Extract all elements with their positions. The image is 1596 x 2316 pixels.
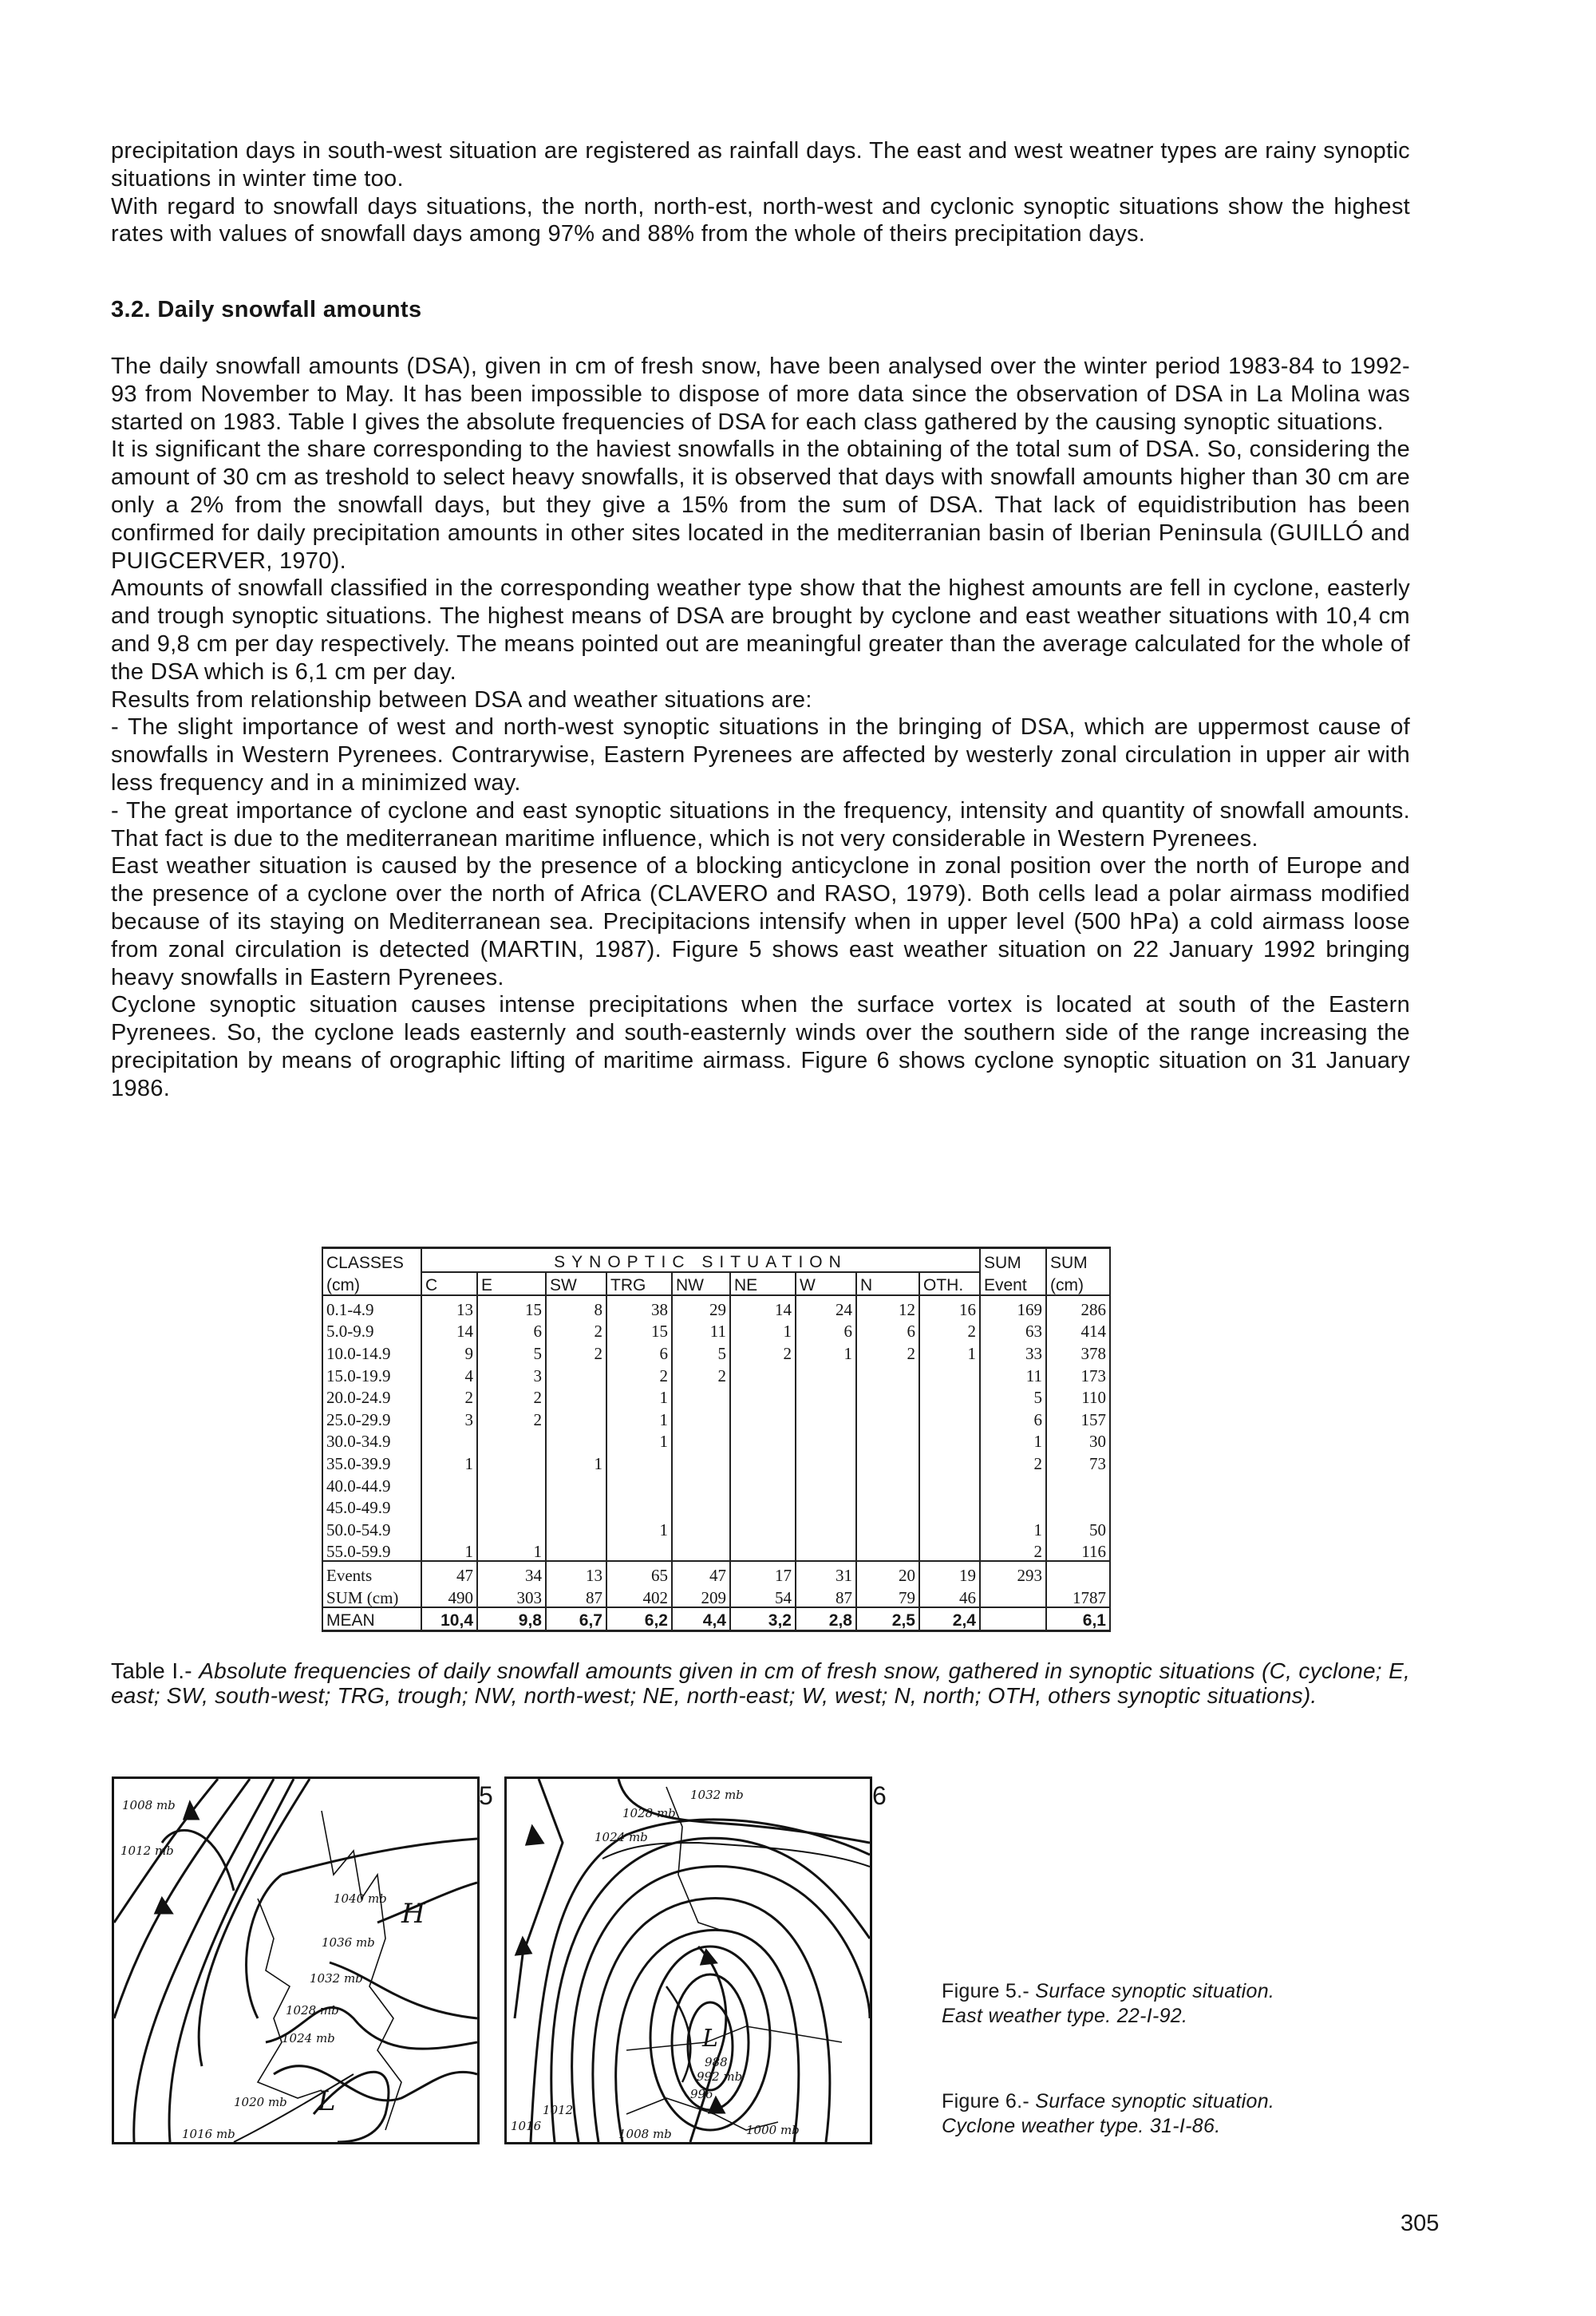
table-cell: 14: [421, 1318, 477, 1341]
table-cell: 1: [606, 1385, 672, 1407]
map5-low-label: L: [318, 2085, 336, 2117]
table-cell: [796, 1516, 856, 1539]
paragraph: The daily snowfall amounts (DSA), given in cm of fresh snow, have been analysed over the winter period 1983-84 to 1992-93 from November to May. It has been impossible to dispose of more data since the observation of DSA in La Molina was started on 1983. Table I gives the absolute frequencies of DSA for each class gathered by the causing synoptic situations.: [111, 354, 1410, 435]
table-row: [322, 1385, 1110, 1407]
figure-6-caption-lead: Figure 6.-: [942, 2090, 1036, 2112]
table-cell: [796, 1362, 856, 1385]
column-header: N: [856, 1272, 919, 1296]
table-cell: 110: [1046, 1385, 1110, 1407]
table-cell: 79: [856, 1584, 919, 1607]
table-cell: 157: [1046, 1406, 1110, 1429]
figure-5-number: 5: [479, 1781, 493, 1810]
table-cell: [546, 1539, 606, 1562]
column-header: TRG: [606, 1272, 672, 1296]
table-cell: 2: [546, 1318, 606, 1341]
table-cell: 6: [477, 1318, 546, 1341]
table-cell: 2,5: [856, 1607, 919, 1631]
table-cell: [606, 1472, 672, 1495]
table-cell: 29: [672, 1295, 730, 1318]
table-cell: [477, 1472, 546, 1495]
table-cell: [546, 1429, 606, 1451]
column-header: NE: [730, 1272, 796, 1296]
snowfall-frequency-table: [322, 1247, 1111, 1632]
table-caption-text: Absolute frequencies of daily snowfall amounts given in cm of fresh snow, gathered in synoptic situations (C, cyclone; E, east; SW, south-west; TRG, trough; NW, north-west; NE, north-east; W, west; N, north; OTH, others synoptic situations).: [111, 1658, 1410, 1708]
table-cell: [546, 1516, 606, 1539]
table-cell: [672, 1472, 730, 1495]
table-cell: [856, 1450, 919, 1472]
table-cell: 3,2: [730, 1607, 796, 1631]
table-cell: 11: [672, 1318, 730, 1341]
figure-6-caption-line2: Cyclone weather type. 31-I-86.: [942, 2115, 1221, 2137]
table-cell: [730, 1516, 796, 1539]
row-label: 5.0-9.9: [322, 1318, 421, 1341]
table-cell: 6: [796, 1318, 856, 1341]
table-cell: [546, 1495, 606, 1517]
table-cell: 15: [606, 1318, 672, 1341]
table-cell: [1046, 1561, 1110, 1584]
table-row: [322, 1495, 1110, 1517]
header-classes: CLASSES: [322, 1248, 421, 1272]
table-row: [322, 1539, 1110, 1562]
table-cell: [730, 1385, 796, 1407]
table-cell: 63: [980, 1318, 1046, 1341]
table-cell: [796, 1472, 856, 1495]
table-cell: 4: [421, 1362, 477, 1385]
table-cell: 46: [919, 1584, 980, 1607]
table-cell: 10,4: [421, 1607, 477, 1631]
figure-5-caption-lead: Figure 5.-: [942, 1980, 1036, 2002]
table-cell: [796, 1406, 856, 1429]
row-label: 25.0-29.9: [322, 1406, 421, 1429]
header-sum-cm-sub: (cm): [1046, 1272, 1110, 1296]
table-cell: [980, 1495, 1046, 1517]
section-heading: 3.2. Daily snowfall amounts: [111, 297, 422, 322]
header-classes-unit: (cm): [322, 1272, 421, 1296]
table-cell: [796, 1429, 856, 1451]
row-label: 0.1-4.9: [322, 1295, 421, 1318]
column-header: OTH.: [919, 1272, 980, 1296]
row-label: SUM (cm): [322, 1584, 421, 1607]
table-cell: 8: [546, 1295, 606, 1318]
table-cell: [856, 1385, 919, 1407]
column-header: NW: [672, 1272, 730, 1296]
map5-isobar-label: 1036 mb: [322, 1935, 375, 1950]
table-header-row-2: [322, 1272, 1110, 1296]
table-cell: [730, 1539, 796, 1562]
table-cell: [919, 1539, 980, 1562]
table-cell: 65: [606, 1561, 672, 1584]
column-header: W: [796, 1272, 856, 1296]
figure-5-caption-line1: Surface synoptic situation.: [1035, 1980, 1275, 2002]
table-cell: [546, 1406, 606, 1429]
table-cell: 1: [730, 1318, 796, 1341]
table-cell: 50: [1046, 1516, 1110, 1539]
map5-isobar-label: 1016 mb: [182, 2127, 235, 2141]
table-cell: 414: [1046, 1318, 1110, 1341]
table-cell: 2: [477, 1385, 546, 1407]
map6-isobar-label: 1016: [511, 2119, 542, 2133]
figure-6-synoptic-map: [504, 1777, 872, 2144]
paragraph: It is significant the share corresponding to the haviest snowfalls in the obtaining of the total sum of DSA. So, considering the amount of 30 cm as treshold to select heavy snowfalls, it is observed that days with snowfall amounts higher than 30 cm are only a 2% from the snowfall days, but they give a 15% from the sum of DSA. That lack of equidistribution has been confirmed for daily precipitation amounts in other sites located in the mediterranian basin of Iberian Peninsula (GUILLÓ and PUIGCERVER, 1970).: [111, 437, 1410, 574]
paragraph: Cyclone synoptic situation causes intense precipitations when the surface vortex is located at south of the Eastern Pyrenees. So, the cyclone leads easternly and south-easternly winds over the southern side of the range increasing the precipitation by means of orographic lifting of maritime airmass. Figure 6 shows cyclone synoptic situation on 31 January 1986.: [111, 992, 1410, 1101]
table-cell: [477, 1450, 546, 1472]
table-cell: 9,8: [477, 1607, 546, 1631]
table-cell: 402: [606, 1584, 672, 1607]
table-cell: 1: [980, 1429, 1046, 1451]
table-cell: [856, 1362, 919, 1385]
table-cell: 1: [796, 1340, 856, 1362]
paragraph: Amounts of snowfall classified in the corresponding weather type show that the highest amounts are fell in cyclone, easterly and trough synoptic situations. The highest means of DSA are brought by cyclone and east weather situations with 10,4 cm and 9,8 cm per day respectively. The means pointed out are meaningful greater than the average calculated for the whole of the DSA which is 6,1 cm per day.: [111, 575, 1410, 685]
table-cell: [919, 1495, 980, 1517]
map6-isobar-label: 1000 mb: [746, 2123, 800, 2137]
table-cell: 16: [919, 1295, 980, 1318]
table-cell: 87: [796, 1584, 856, 1607]
table-cell: [606, 1495, 672, 1517]
map5-isobar-label: 1008 mb: [122, 1798, 176, 1812]
table-cell: [477, 1495, 546, 1517]
table-cell: 3: [477, 1362, 546, 1385]
table-cell: 293: [980, 1561, 1046, 1584]
table-cell: [856, 1429, 919, 1451]
table-cell: [672, 1406, 730, 1429]
table-cell: 2: [980, 1539, 1046, 1562]
table-cell: [919, 1516, 980, 1539]
column-header: E: [477, 1272, 546, 1296]
events-row: [322, 1561, 1110, 1584]
map6-isobar-label: 1024 mb: [595, 1830, 648, 1844]
figure-6-number: 6: [872, 1781, 887, 1810]
map6-isobar-label: 1008 mb: [618, 2127, 672, 2141]
map5-isobar-label: 1024 mb: [282, 2031, 335, 2045]
table-cell: 1: [980, 1516, 1046, 1539]
table-cell: 33: [980, 1340, 1046, 1362]
paragraph: - The great importance of cyclone and east synoptic situations in the frequency, intensity and quantity of snowfall amounts. That fact is due to the mediterranean maritime influence, which is not very considerable in Western Pyrenees.: [111, 797, 1410, 852]
table-cell: 31: [796, 1561, 856, 1584]
table-cell: [730, 1429, 796, 1451]
table-cell: 1: [421, 1539, 477, 1562]
table-cell: 5: [477, 1340, 546, 1362]
header-sum-cm: SUM: [1046, 1248, 1110, 1272]
table-cell: 1: [606, 1406, 672, 1429]
map5-isobar-label: 1028 mb: [286, 2003, 339, 2018]
table-cell: 9: [421, 1340, 477, 1362]
sum-row: [322, 1584, 1110, 1607]
column-header: SW: [546, 1272, 606, 1296]
table-cell: [672, 1385, 730, 1407]
map5-high-label: H: [401, 1898, 425, 1930]
table-cell: 5: [980, 1385, 1046, 1407]
map6-isobar-label: 996: [690, 2087, 713, 2101]
table-cell: 6: [856, 1318, 919, 1341]
figure-5-caption: [942, 1979, 1274, 2029]
table-cell: [730, 1362, 796, 1385]
table-cell: 13: [421, 1295, 477, 1318]
table-cell: [606, 1450, 672, 1472]
table-cell: 30: [1046, 1429, 1110, 1451]
table-cell: 2: [919, 1318, 980, 1341]
figure-5-synoptic-map: [112, 1777, 480, 2144]
table-cell: [730, 1450, 796, 1472]
row-label: 50.0-54.9: [322, 1516, 421, 1539]
table-cell: [672, 1516, 730, 1539]
table-cell: [477, 1516, 546, 1539]
table-row: [322, 1406, 1110, 1429]
table-cell: 2: [730, 1340, 796, 1362]
table-cell: [919, 1472, 980, 1495]
figure-5-caption-line2: East weather type. 22-I-92.: [942, 2005, 1188, 2027]
table-cell: 2: [856, 1340, 919, 1362]
map5-isobar-label: 1012 mb: [120, 1844, 174, 1858]
table-cell: 15: [477, 1295, 546, 1318]
table-cell: [796, 1495, 856, 1517]
table-cell: 38: [606, 1295, 672, 1318]
table-caption: [111, 1658, 1410, 1708]
table-cell: [421, 1429, 477, 1451]
table-cell: [672, 1429, 730, 1451]
table-cell: [919, 1406, 980, 1429]
table-cell: 2: [980, 1450, 1046, 1472]
header-sum-event: SUM: [980, 1248, 1046, 1272]
column-header: C: [421, 1272, 477, 1296]
table-cell: 378: [1046, 1340, 1110, 1362]
table-cell: 14: [730, 1295, 796, 1318]
table-cell: [606, 1539, 672, 1562]
table-row: [322, 1340, 1110, 1362]
table-body: [322, 1295, 1110, 1630]
row-label: 45.0-49.9: [322, 1495, 421, 1517]
table-row: [322, 1318, 1110, 1341]
table-cell: [730, 1495, 796, 1517]
table-cell: [980, 1472, 1046, 1495]
row-label: 35.0-39.9: [322, 1450, 421, 1472]
table-cell: [980, 1584, 1046, 1607]
table-cell: 24: [796, 1295, 856, 1318]
table-cell: 13: [546, 1561, 606, 1584]
table-cell: 1: [919, 1340, 980, 1362]
table-cell: [856, 1539, 919, 1562]
table-cell: [477, 1429, 546, 1451]
table-cell: 2,8: [796, 1607, 856, 1631]
map6-isobar-label: 1028 mb: [622, 1806, 676, 1820]
table-cell: 209: [672, 1584, 730, 1607]
figure-6-caption: [942, 2089, 1274, 2139]
table-cell: [796, 1450, 856, 1472]
table-cell: [856, 1495, 919, 1517]
table-cell: 1: [421, 1450, 477, 1472]
table-cell: 19: [919, 1561, 980, 1584]
table-cell: [672, 1495, 730, 1517]
table-cell: 4,4: [672, 1607, 730, 1631]
table-cell: [546, 1472, 606, 1495]
table-cell: 73: [1046, 1450, 1110, 1472]
table-cell: 1: [477, 1539, 546, 1562]
table-cell: 6,2: [606, 1607, 672, 1631]
paragraph: Results from relationship between DSA and weather situations are:: [111, 686, 812, 713]
table-cell: 20: [856, 1561, 919, 1584]
table-cell: 34: [477, 1561, 546, 1584]
table-cell: 2: [477, 1406, 546, 1429]
table-cell: 2: [606, 1362, 672, 1385]
body-text-block-2: [111, 353, 1410, 1103]
table-cell: [730, 1406, 796, 1429]
table-cell: [421, 1495, 477, 1517]
row-label: MEAN: [322, 1607, 421, 1631]
row-label: 30.0-34.9: [322, 1429, 421, 1451]
table-cell: 1: [546, 1450, 606, 1472]
table-cell: [672, 1539, 730, 1562]
table-cell: [980, 1607, 1046, 1631]
table-cell: [1046, 1495, 1110, 1517]
table-caption-lead: Table I.-: [111, 1658, 200, 1683]
table-cell: [919, 1385, 980, 1407]
table-cell: [856, 1516, 919, 1539]
table-row: [322, 1472, 1110, 1495]
table-cell: 54: [730, 1584, 796, 1607]
header-sum-event-sub: Event: [980, 1272, 1046, 1296]
table-cell: [796, 1385, 856, 1407]
table-cell: 17: [730, 1561, 796, 1584]
table-cell: 87: [546, 1584, 606, 1607]
table-cell: [421, 1472, 477, 1495]
table-cell: 169: [980, 1295, 1046, 1318]
row-label: 15.0-19.9: [322, 1362, 421, 1385]
map5-isobar-label: 1020 mb: [234, 2095, 287, 2109]
table-cell: 1: [606, 1516, 672, 1539]
table-cell: 303: [477, 1584, 546, 1607]
table-cell: 6: [980, 1406, 1046, 1429]
paragraph: precipitation days in south-west situation are registered as rainfall days. The east and west weatner types are rainy synoptic situations in winter time too.: [111, 138, 1410, 192]
table-cell: 2: [546, 1340, 606, 1362]
table-cell: 116: [1046, 1539, 1110, 1562]
table-row: [322, 1295, 1110, 1318]
table-cell: [856, 1406, 919, 1429]
table-cell: 173: [1046, 1362, 1110, 1385]
table-cell: 490: [421, 1584, 477, 1607]
table-cell: 2: [421, 1385, 477, 1407]
table-cell: [546, 1385, 606, 1407]
row-label: 40.0-44.9: [322, 1472, 421, 1495]
map5-isobar-label: 1032 mb: [310, 1971, 363, 1986]
row-label: Events: [322, 1561, 421, 1584]
table-cell: 11: [980, 1362, 1046, 1385]
table-cell: 2: [672, 1362, 730, 1385]
table-cell: [1046, 1472, 1110, 1495]
table-cell: [421, 1516, 477, 1539]
paragraph: - The slight importance of west and north-west synoptic situations in the bringing of DSA, which are uppermost cause of snowfalls in Western Pyrenees. Contrarywise, Eastern Pyrenees are affected by westerly zonal circulation in upper air with less frequency and in a minimized way.: [111, 714, 1410, 796]
map5-isobar-label: 1040 mb: [334, 1891, 387, 1906]
table-row: [322, 1429, 1110, 1451]
map6-isobar-label: 1032 mb: [690, 1788, 744, 1802]
table-row: [322, 1450, 1110, 1472]
paragraph: East weather situation is caused by the presence of a blocking anticyclone in zonal position over the north of Europe and the presence of a cyclone over the north of Africa (CLAVERO and RASO, 1979). Both cells lead a polar airmass modified because of its staying on Mediterranean sea. Precipitacions intensify when in upper level (500 hPa) a cold airmass loose from zonal circulation is detected (MARTIN, 1987). Figure 5 shows east weather situation on 22 January 1992 bringing heavy snowfalls in Eastern Pyrenees.: [111, 853, 1410, 990]
table-cell: 47: [672, 1561, 730, 1584]
table-cell: 286: [1046, 1295, 1110, 1318]
row-label: 10.0-14.9: [322, 1340, 421, 1362]
table-row: [322, 1516, 1110, 1539]
table-cell: 1787: [1046, 1584, 1110, 1607]
header-synoptic-situation: SYNOPTIC SITUATION: [421, 1248, 980, 1272]
row-label: 55.0-59.9: [322, 1539, 421, 1562]
map6-low-label: L: [702, 2025, 718, 2053]
table-cell: [856, 1472, 919, 1495]
table-cell: 3: [421, 1406, 477, 1429]
table-cell: [796, 1539, 856, 1562]
table-cell: 12: [856, 1295, 919, 1318]
map6-isobar-label: 988: [705, 2055, 728, 2069]
table-cell: [919, 1362, 980, 1385]
map6-isobar-label: 992 mb: [697, 2069, 743, 2084]
table-cell: [672, 1450, 730, 1472]
table-cell: 6: [606, 1340, 672, 1362]
mean-row: [322, 1607, 1110, 1631]
table-row: [322, 1362, 1110, 1385]
table-cell: 5: [672, 1340, 730, 1362]
table-cell: 6,7: [546, 1607, 606, 1631]
table-cell: [546, 1362, 606, 1385]
map6-isobar-label: 1012: [543, 2103, 574, 2117]
table-cell: [730, 1472, 796, 1495]
row-label: 20.0-24.9: [322, 1385, 421, 1407]
table-cell: 2,4: [919, 1607, 980, 1631]
figure-6-caption-line1: Surface synoptic situation.: [1035, 2090, 1275, 2112]
body-text-block-1: [111, 137, 1410, 248]
table-header-row-1: [322, 1248, 1110, 1272]
table-cell: [919, 1429, 980, 1451]
table-cell: [919, 1450, 980, 1472]
table-cell: 47: [421, 1561, 477, 1584]
paragraph: With regard to snowfall days situations, the north, north-est, north-west and cyclonic synoptic situations show the highest rates with values of snowfall days among 97% and 88% from the whole of theirs precipitation days.: [111, 193, 1410, 247]
page-number: 305: [1400, 2211, 1440, 2236]
table-cell: 1: [606, 1429, 672, 1451]
table-cell: 6,1: [1046, 1607, 1110, 1631]
